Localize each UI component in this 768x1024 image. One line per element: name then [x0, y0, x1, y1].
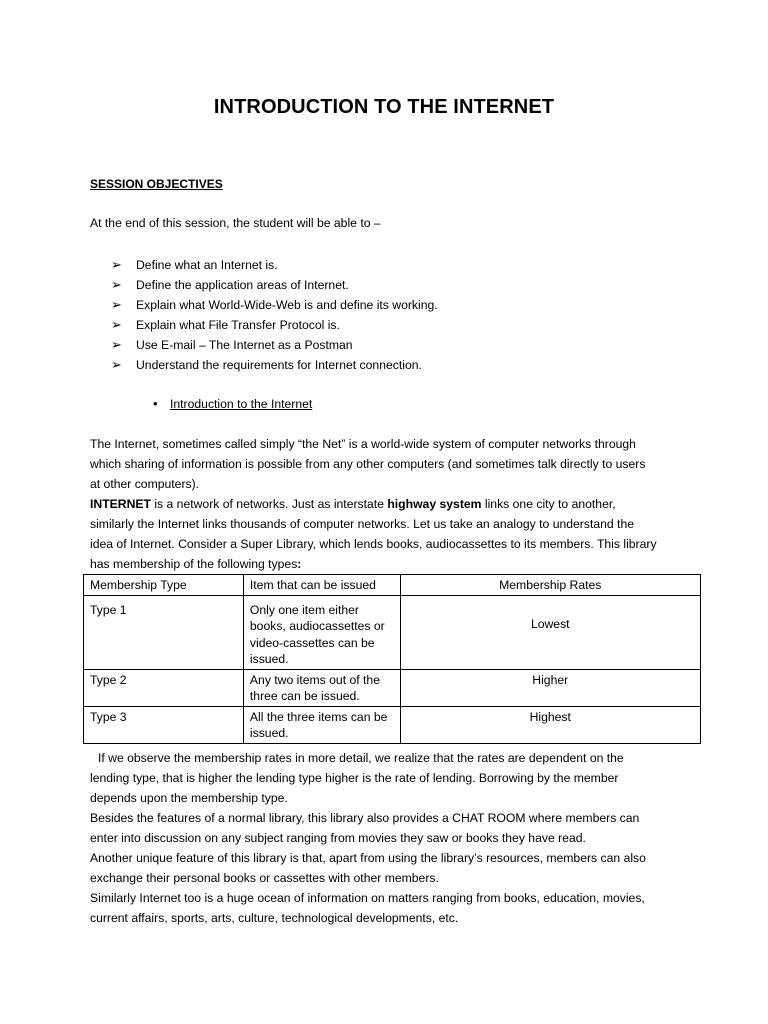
- table-header-cell: Membership Type: [84, 575, 244, 596]
- table-cell: Lowest: [400, 595, 701, 669]
- table-cell: Higher: [400, 669, 701, 706]
- table-row: [84, 595, 701, 669]
- objectives-intro: At the end of this session, the student will be able to –: [90, 216, 381, 230]
- arrow-bullet-icon: ➢: [111, 297, 122, 312]
- table-header-cell: Item that can be issued: [243, 575, 400, 596]
- intro-paragraph: The Internet, sometimes called simply “the Net” is a world-wide system of computer networks through which sharing of information is possible from any other computers (and sometimes talk directly to users at other computers). INTERNET is a network of networks. Just as interstate highway system links one city to another, similarly the Internet links thousands of computer networks. Let us take an analogy to understand the idea of Internet. Consider a Super Library, which lends books, audiocassettes to its members. This library has membership of the following types:: [90, 437, 657, 571]
- table-cell: Only one item either books, audiocassettes or video-cassettes can be issued.: [243, 595, 400, 669]
- table-cell: Highest: [400, 706, 701, 743]
- document-title: INTRODUCTION TO THE INTERNET: [213, 96, 555, 118]
- list-item: ➢ Define what an Internet is.: [111, 255, 438, 275]
- arrow-bullet-icon: ➢: [111, 257, 122, 272]
- table-header-row: [84, 575, 701, 596]
- list-item: ➢ Explain what File Transfer Protocol is.: [111, 315, 438, 335]
- list-item: ➢ Use E-mail – The Internet as a Postman: [111, 335, 438, 355]
- list-item: ➢ Explain what World-Wide-Web is and define its working.: [111, 295, 438, 315]
- table-cell: All the three items can be issued.: [243, 706, 400, 743]
- table-cell: Type 1: [84, 595, 244, 669]
- table-cell: Type 2: [84, 669, 244, 706]
- session-objectives-heading: SESSION OBJECTIVES: [90, 177, 223, 191]
- list-item: ➢ Understand the requirements for Internet connection.: [111, 355, 438, 375]
- membership-table: [83, 574, 701, 744]
- list-item: ➢ Define the application areas of Internet.: [111, 275, 438, 295]
- section-bullet: [153, 396, 318, 411]
- table-header-cell: Membership Rates: [400, 575, 701, 596]
- section-heading: Introduction to the Internet: [170, 397, 313, 411]
- table-row: [84, 669, 701, 706]
- library-paragraph: If we observe the membership rates in more detail, we realize that the rates are dependent on the lending type, that is higher the lending type higher is the rate of lending. Borrowing by the member depends upon the membership type. Besides the features of a normal library, this library also provides a CHAT ROOM where members can enter into discussion on any subject ranging from movies they saw or books they have read. Another unique feature of this library is that, apart from using the library’s resources, members can also exchange their personal books or cassettes with other members. Similarly Internet too is a huge ocean of information on matters ranging from books, education, movies, current affairs, sports, arts, culture, technological developments, etc.: [90, 751, 646, 925]
- bullet-dot-icon: •: [153, 396, 158, 411]
- arrow-bullet-icon: ➢: [111, 317, 122, 332]
- objectives-list: [111, 255, 438, 375]
- table-cell: Any two items out of the three can be issued.: [243, 669, 400, 706]
- table-cell: Type 3: [84, 706, 244, 743]
- arrow-bullet-icon: ➢: [111, 337, 122, 352]
- arrow-bullet-icon: ➢: [111, 277, 122, 292]
- arrow-bullet-icon: ➢: [111, 357, 122, 372]
- table-row: [84, 706, 701, 743]
